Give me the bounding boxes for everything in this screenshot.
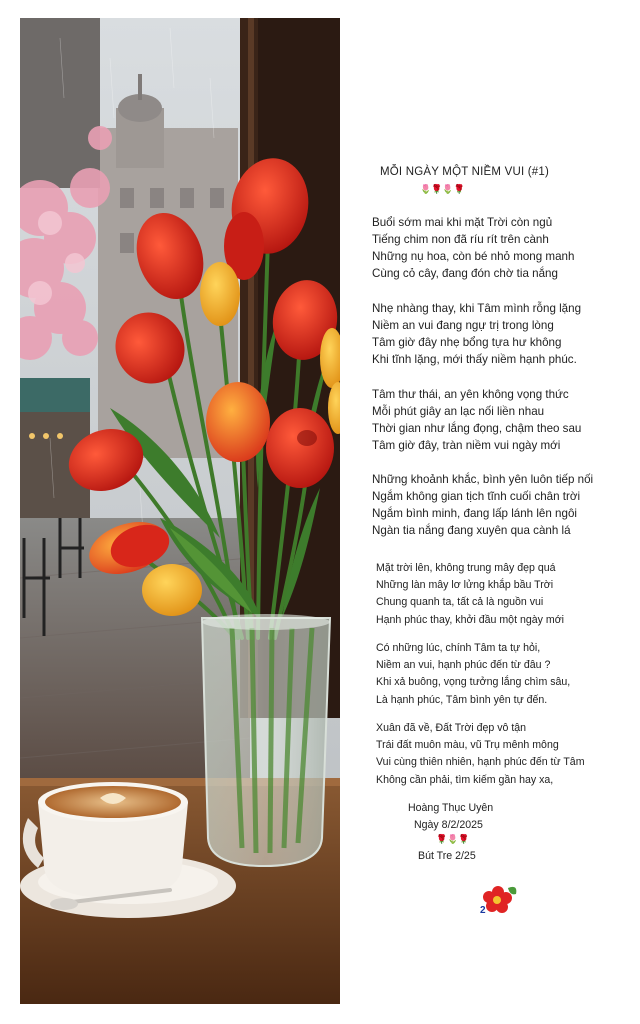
poem-line: Không cần phải, tìm kiếm gần hay xa, xyxy=(376,773,554,786)
stanza-3 xyxy=(372,386,581,454)
poem-line: Nhẹ nhàng thay, khi Tâm mình rỗng lặng xyxy=(372,302,582,315)
poem-title: MỖI NGÀY MỘT NIỀM VUI (#1) xyxy=(380,166,549,178)
poem-line: Những nụ hoa, còn bé nhỏ mong manh xyxy=(372,250,575,263)
poem-line: Buổi sớm mai khi mặt Trời còn ngủ xyxy=(372,216,553,229)
flower-logo-icon xyxy=(480,882,520,921)
tulip-emoji-row: 🌹🌷🌹 xyxy=(436,834,470,844)
stanza-7 xyxy=(376,720,585,789)
author-name: Hoàng Thục Uyên xyxy=(408,802,494,814)
poem-line: Hạnh phúc thay, khởi đầu một ngày mới xyxy=(376,613,565,626)
poem-line: Những làn mây lơ lửng khắp bầu Trời xyxy=(376,579,554,592)
poem-line: Xuân đã về, Đất Trời đẹp vô tận xyxy=(376,722,527,734)
poem-line: Thời gian như lắng đọng, chậm theo sau xyxy=(372,422,582,435)
stanza-2 xyxy=(372,300,581,368)
stanza-4 xyxy=(372,471,593,539)
poem-line: Ngắm không gian tịch tĩnh cuối chân trời xyxy=(372,490,581,503)
poem-date: Ngày 8/2/2025 xyxy=(414,819,483,831)
poem-panel xyxy=(352,0,636,1024)
poem-line: Tâm thư thái, an yên không vọng thức xyxy=(372,388,569,401)
tulip-coffee-photo xyxy=(20,18,340,1004)
poem-line: Có những lúc, chính Tâm ta tự hỏi, xyxy=(376,642,541,654)
poem-line: Ngắm bình minh, đang lấp lánh lên ngôi xyxy=(372,507,577,520)
poem-line: Niềm an vui, hạnh phúc đến từ đâu ? xyxy=(376,659,551,672)
poem-line: Chung quanh ta, tất cả là nguồn vui xyxy=(376,596,544,609)
poem-line: Niềm an vui đang ngự trị trong lòng xyxy=(372,319,554,332)
poem-line: Những khoảnh khắc, bình yên luôn tiếp nối xyxy=(372,473,594,486)
poem-line: Trái đất muôn màu, vũ Trụ mênh mông xyxy=(376,739,559,752)
stanza-1 xyxy=(372,214,574,282)
poem-line: Khi xả buông, vọng tưởng lắng chìm sâu, xyxy=(376,676,571,689)
poem-line: Là hạnh phúc, Tâm bình yên tự đến. xyxy=(376,693,548,706)
poem-line: Mỗi phút giây an lạc nối liền nhau xyxy=(372,405,545,418)
stanza-6 xyxy=(376,640,570,709)
poem-line: Tâm giờ đây, tràn niềm vui ngày mới xyxy=(372,439,561,452)
watermark-digit: 2 xyxy=(480,905,486,916)
poem-line: Vui cùng thiên nhiên, hạnh phúc đến từ Tâm xyxy=(376,756,585,769)
poem-line: Tiếng chim non đã ríu rít trên cành xyxy=(372,233,549,246)
tulip-emoji-row: 🌷🌹🌷🌹 xyxy=(420,184,465,194)
signature-text: Bút Tre 2/25 xyxy=(418,850,476,862)
poem-line: Mặt trời lên, không trung mây đẹp quá xyxy=(376,562,556,574)
poem-line: Cùng cỏ cây, đang đón chờ tia nắng xyxy=(372,267,558,280)
poem-line: Tâm giờ đây nhẹ bổng tựa hư không xyxy=(372,336,562,349)
poem-line: Khi tĩnh lặng, mới thấy niềm hạnh phúc. xyxy=(372,353,577,366)
poem-line: Ngàn tia nắng đang xuyên qua cành lá xyxy=(372,524,571,537)
signature-block xyxy=(408,800,493,865)
stanza-5 xyxy=(376,560,564,629)
